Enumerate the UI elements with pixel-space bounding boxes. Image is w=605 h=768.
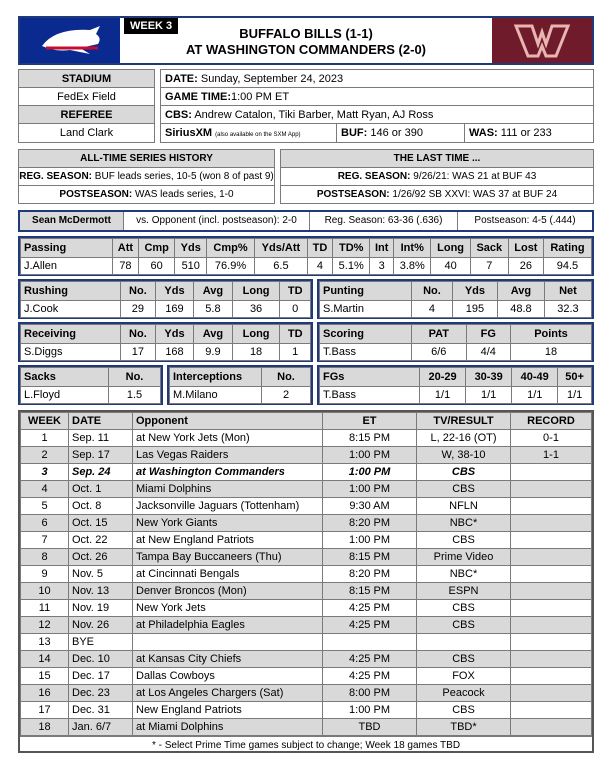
schedule-cell (511, 566, 592, 583)
schedule-cell: 1 (21, 430, 69, 447)
schedule-row (21, 566, 592, 583)
schedule-cell: Dallas Cowboys (133, 668, 323, 685)
time-value: 1:00 PM ET (231, 91, 290, 103)
fgs-header: 50+ (558, 368, 592, 387)
passing-header: Lost (508, 239, 543, 258)
fgs-box (317, 365, 594, 405)
schedule-cell: 14 (21, 651, 69, 668)
last-time-reg-value: 9/26/21: WAS 21 at BUF 43 (413, 171, 537, 182)
schedule-cell: at Miami Dolphins (133, 719, 323, 736)
schedule-cell: 8:20 PM (323, 566, 417, 583)
schedule-cell: 8:20 PM (323, 515, 417, 532)
rushing-box (18, 279, 313, 319)
schedule-cell (511, 464, 592, 481)
schedule-cell: Nov. 19 (69, 600, 133, 617)
rushing-header: No. (121, 282, 156, 301)
schedule-cell: Oct. 22 (69, 532, 133, 549)
schedule-cell (511, 532, 592, 549)
schedule-cell: 10 (21, 583, 69, 600)
schedule-cell: at New York Jets (Mon) (133, 430, 323, 447)
series-post (19, 186, 274, 203)
stadium-value: FedEx Field (19, 88, 154, 106)
receiving-cell: 1 (280, 344, 311, 361)
rushing-cell: 0 (280, 301, 311, 318)
schedule-row (21, 481, 592, 498)
punting-cell: 32.3 (544, 301, 591, 318)
passing-cell: 3 (370, 258, 394, 275)
schedule-cell: Sep. 17 (69, 447, 133, 464)
receiving-header: Yds (155, 325, 193, 344)
passing-cell: 94.5 (543, 258, 591, 275)
schedule-cell (323, 634, 417, 651)
schedule-cell: 16 (21, 685, 69, 702)
series-post-label: POSTSEASON: (59, 189, 133, 200)
last-time-post (281, 186, 593, 203)
passing-cell: 510 (175, 258, 207, 275)
schedule-cell: Dec. 10 (69, 651, 133, 668)
scoring-cell: 6/6 (412, 344, 467, 361)
tv-row (161, 106, 593, 124)
passing-cell: 40 (431, 258, 470, 275)
scoring-cell: 4/4 (466, 344, 510, 361)
schedule-cell (511, 515, 592, 532)
referee-label: REFEREE (19, 106, 154, 124)
schedule-cell: 1:00 PM (323, 481, 417, 498)
series-history (18, 149, 275, 204)
was-label: WAS: (469, 127, 498, 139)
schedule-cell: NFLN (417, 498, 511, 515)
schedule-cell: 4 (21, 481, 69, 498)
schedule-table (20, 412, 592, 736)
passing-header: Int (370, 239, 394, 258)
title-line-1: BUFFALO BILLS (1-1) (239, 26, 373, 41)
schedule-cell (511, 651, 592, 668)
title-line-2: AT WASHINGTON COMMANDERS (2-0) (185, 42, 427, 57)
schedule-cell: TBD (323, 719, 417, 736)
passing-header: Cmp% (207, 239, 255, 258)
schedule-cell: Sep. 11 (69, 430, 133, 447)
schedule-cell: L, 22-16 (OT) (417, 430, 511, 447)
last-time-reg-label: REG. SEASON: (337, 171, 411, 182)
passing-header: Yds/Att (254, 239, 307, 258)
schedule-cell: 7 (21, 532, 69, 549)
schedule-cell: FOX (417, 668, 511, 685)
schedule-cell: 12 (21, 617, 69, 634)
passing-header: Sack (470, 239, 508, 258)
passing-cell: 6.5 (254, 258, 307, 275)
schedule-cell: 15 (21, 668, 69, 685)
punting-header: Punting (320, 282, 412, 301)
schedule-cell: Nov. 26 (69, 617, 133, 634)
schedule-row (21, 583, 592, 600)
schedule-cell (511, 498, 592, 515)
schedule-footnote: * - Select Prime Time games subject to change; Week 18 games TBD (20, 736, 592, 753)
schedule-cell: 4:25 PM (323, 651, 417, 668)
schedule-cell: 1:00 PM (323, 532, 417, 549)
commanders-logo (492, 18, 592, 63)
schedule-cell: CBS (417, 702, 511, 719)
schedule-cell: BYE (69, 634, 133, 651)
schedule-cell: CBS (417, 464, 511, 481)
date-value: Sunday, September 24, 2023 (200, 73, 344, 85)
schedule-cell: Dec. 23 (69, 685, 133, 702)
schedule-cell: at Los Angeles Chargers (Sat) (133, 685, 323, 702)
buf-label: BUF: (341, 127, 368, 139)
schedule-cell: CBS (417, 651, 511, 668)
scoring-header: Points (511, 325, 592, 344)
passing-cell: 3.8% (394, 258, 431, 275)
passing-header: Rating (543, 239, 591, 258)
schedule-cell: CBS (417, 617, 511, 634)
schedule-cell: Jacksonville Jaguars (Tottenham) (133, 498, 323, 515)
receiving-table (20, 324, 311, 361)
schedule-header: RECORD (511, 413, 592, 430)
schedule-row (21, 515, 592, 532)
series-post-value: WAS leads series, 1-0 (135, 189, 234, 200)
schedule-row (21, 447, 592, 464)
passing-header: Long (431, 239, 470, 258)
receiving-header: No. (121, 325, 156, 344)
receiving-cell: 9.9 (194, 344, 233, 361)
schedule-cell: at Washington Commanders (133, 464, 323, 481)
sacks-header: Sacks (21, 368, 109, 387)
schedule-cell (511, 481, 592, 498)
schedule-cell: 8:15 PM (323, 583, 417, 600)
rushing-header: Rushing (21, 282, 121, 301)
schedule-cell: 11 (21, 600, 69, 617)
schedule-cell (511, 719, 592, 736)
schedule-cell (511, 617, 592, 634)
passing-table (20, 238, 592, 275)
rushing-table (20, 281, 311, 318)
schedule-header: WEEK (21, 413, 69, 430)
punting-header: Avg (497, 282, 544, 301)
passing-header: Int% (394, 239, 431, 258)
schedule-cell: 4:25 PM (323, 600, 417, 617)
tv-label: CBS: (165, 109, 192, 121)
stadium-label: STADIUM (19, 70, 154, 88)
interceptions-box (167, 365, 313, 405)
schedule-cell: 5 (21, 498, 69, 515)
date-label: DATE: (165, 73, 198, 85)
coach-bar (18, 210, 594, 232)
fgs-header: FGs (320, 368, 420, 387)
schedule-cell: ESPN (417, 583, 511, 600)
scoring-table (319, 324, 592, 361)
receiving-header: Long (232, 325, 280, 344)
schedule-cell: 1:00 PM (323, 447, 417, 464)
passing-cell: 7 (470, 258, 508, 275)
schedule-cell: at New England Patriots (133, 532, 323, 549)
interceptions-cell: 2 (262, 387, 311, 404)
schedule-cell: CBS (417, 532, 511, 549)
interceptions-cell: M.Milano (170, 387, 262, 404)
interceptions-header: Interceptions (170, 368, 262, 387)
schedule-cell: 1-1 (511, 447, 592, 464)
week-badge: WEEK 3 (124, 18, 178, 34)
rushing-cell: 5.8 (194, 301, 233, 318)
schedule-cell: 8:15 PM (323, 549, 417, 566)
schedule-cell: 1:00 PM (323, 464, 417, 481)
header (18, 16, 594, 65)
sacks-box (18, 365, 163, 405)
receiving-header: TD (280, 325, 311, 344)
schedule-cell: NBC* (417, 515, 511, 532)
fgs-cell: 1/1 (512, 387, 558, 404)
schedule-header: ET (323, 413, 417, 430)
coach-post: Postseason: 4-5 (.444) (474, 215, 576, 226)
schedule-body (21, 430, 592, 736)
schedule-cell (511, 583, 592, 600)
receiving-cell: 168 (155, 344, 193, 361)
radio-note: (also available on the SXM App) (215, 132, 301, 138)
series-title: ALL-TIME SERIES HISTORY (19, 150, 274, 168)
schedule-cell: Denver Broncos (Mon) (133, 583, 323, 600)
schedule-cell: 13 (21, 634, 69, 651)
punting-header: Net (544, 282, 591, 301)
schedule-cell (511, 634, 592, 651)
fgs-header: 30-39 (466, 368, 512, 387)
passing-cell: 26 (508, 258, 543, 275)
schedule-cell: CBS (417, 600, 511, 617)
schedule-cell: TBD* (417, 719, 511, 736)
schedule-box (18, 410, 594, 753)
scoring-cell: 18 (511, 344, 592, 361)
schedule-cell: Sep. 24 (69, 464, 133, 481)
schedule-cell: 0-1 (511, 430, 592, 447)
schedule-row (21, 430, 592, 447)
series-reg (19, 168, 274, 186)
schedule-cell: NBC* (417, 566, 511, 583)
schedule-cell (511, 702, 592, 719)
schedule-row (21, 651, 592, 668)
fgs-header: 20-29 (420, 368, 466, 387)
schedule-row (21, 549, 592, 566)
date-row (161, 70, 593, 88)
schedule-row (21, 498, 592, 515)
fgs-cell: 1/1 (558, 387, 592, 404)
receiving-cell: S.Diggs (21, 344, 121, 361)
schedule-cell: Oct. 8 (69, 498, 133, 515)
schedule-cell: Oct. 1 (69, 481, 133, 498)
schedule-cell: 9 (21, 566, 69, 583)
schedule-row (21, 719, 592, 736)
time-row (161, 88, 593, 106)
scoring-cell: T.Bass (320, 344, 412, 361)
schedule-cell: Oct. 26 (69, 549, 133, 566)
rushing-cell: J.Cook (21, 301, 121, 318)
passing-header: Cmp (138, 239, 175, 258)
scoring-header: PAT (412, 325, 467, 344)
venue-right (160, 69, 594, 143)
punting-table (319, 281, 592, 318)
schedule-cell: Jan. 6/7 (69, 719, 133, 736)
schedule-cell (511, 685, 592, 702)
fgs-cell: T.Bass (320, 387, 420, 404)
receiving-cell: 17 (121, 344, 156, 361)
schedule-cell: 18 (21, 719, 69, 736)
schedule-row (21, 702, 592, 719)
schedule-row (21, 685, 592, 702)
schedule-cell: at Kansas City Chiefs (133, 651, 323, 668)
punting-cell: 48.8 (497, 301, 544, 318)
passing-header: Att (113, 239, 139, 258)
last-time-reg (281, 168, 593, 186)
schedule-cell: 1:00 PM (323, 702, 417, 719)
coach-vs-opp: vs. Opponent (incl. postseason): 2-0 (124, 212, 310, 230)
last-time-post-label: POSTSEASON: (316, 189, 390, 200)
fgs-cell: 1/1 (420, 387, 466, 404)
last-time (280, 149, 594, 204)
schedule-row (21, 600, 592, 617)
sacks-cell: L.Floyd (21, 387, 109, 404)
schedule-cell: 8:15 PM (323, 430, 417, 447)
time-label: GAME TIME: (165, 91, 231, 103)
buf-channels: 146 or 390 (370, 127, 423, 139)
interceptions-table (169, 367, 311, 404)
schedule-header: Opponent (133, 413, 323, 430)
schedule-row (21, 668, 592, 685)
scoring-box (317, 322, 594, 362)
passing-cell: 5.1% (333, 258, 370, 275)
rushing-header: Long (232, 282, 280, 301)
series-reg-label: REG. SEASON: (19, 171, 93, 182)
schedule-cell (417, 634, 511, 651)
schedule-cell: CBS (417, 481, 511, 498)
coach-name: Sean McDermott (20, 212, 124, 230)
schedule-row (21, 464, 592, 481)
schedule-cell: Las Vegas Raiders (133, 447, 323, 464)
schedule-cell (133, 634, 323, 651)
rushing-header: TD (280, 282, 311, 301)
passing-cell: 78 (113, 258, 139, 275)
schedule-cell (511, 668, 592, 685)
punting-cell: 195 (452, 301, 497, 318)
schedule-row (21, 532, 592, 549)
schedule-cell: New York Giants (133, 515, 323, 532)
schedule-cell: 2 (21, 447, 69, 464)
schedule-cell: Prime Video (417, 549, 511, 566)
rushing-cell: 29 (121, 301, 156, 318)
receiving-header: Avg (194, 325, 233, 344)
fgs-cell: 1/1 (466, 387, 512, 404)
receiving-cell: 18 (232, 344, 280, 361)
receiving-box (18, 322, 313, 362)
schedule-cell: at Philadelphia Eagles (133, 617, 323, 634)
schedule-cell: Nov. 13 (69, 583, 133, 600)
schedule-cell: W, 38-10 (417, 447, 511, 464)
interceptions-header: No. (262, 368, 311, 387)
radio-label: SiriusXM (165, 127, 213, 139)
schedule-cell (511, 600, 592, 617)
was-channels: 111 or 233 (500, 127, 552, 139)
schedule-cell: at Cincinnati Bengals (133, 566, 323, 583)
receiving-header: Receiving (21, 325, 121, 344)
schedule-header: DATE (69, 413, 133, 430)
schedule-cell: Dec. 17 (69, 668, 133, 685)
tv-crew: Andrew Catalon, Tiki Barber, Matt Ryan, AJ Ross (194, 109, 434, 121)
sacks-cell: 1.5 (109, 387, 161, 404)
rushing-header: Avg (194, 282, 233, 301)
bills-logo (20, 18, 120, 63)
passing-cell: 76.9% (207, 258, 255, 275)
rushing-cell: 36 (232, 301, 280, 318)
schedule-cell: 4:25 PM (323, 617, 417, 634)
rushing-header: Yds (155, 282, 193, 301)
passing-header: Yds (175, 239, 207, 258)
schedule-cell: 6 (21, 515, 69, 532)
passing-header: TD (307, 239, 332, 258)
passing-cell: 60 (138, 258, 175, 275)
rushing-cell: 169 (155, 301, 193, 318)
sacks-table (20, 367, 161, 404)
schedule-row (21, 617, 592, 634)
schedule-cell: 9:30 AM (323, 498, 417, 515)
commanders-w-icon (492, 18, 592, 63)
schedule-cell: Nov. 5 (69, 566, 133, 583)
schedule-header: TV/RESULT (417, 413, 511, 430)
punting-header: Yds (452, 282, 497, 301)
schedule-cell: New York Jets (133, 600, 323, 617)
bills-logo-icon (20, 18, 120, 63)
schedule-cell: 8:00 PM (323, 685, 417, 702)
schedule-cell: 3 (21, 464, 69, 481)
schedule-cell: Dec. 31 (69, 702, 133, 719)
schedule-cell: Oct. 15 (69, 515, 133, 532)
punting-header: No. (412, 282, 453, 301)
punting-cell: S.Martin (320, 301, 412, 318)
schedule-cell: Peacock (417, 685, 511, 702)
series-reg-value: BUF leads series, 10-5 (won 8 of past 9) (94, 171, 274, 182)
schedule-cell (511, 549, 592, 566)
schedule-cell: New England Patriots (133, 702, 323, 719)
fgs-header: 40-49 (512, 368, 558, 387)
radio-row (161, 124, 593, 142)
referee-value: Land Clark (59, 127, 114, 139)
schedule-cell: Tampa Bay Buccaneers (Thu) (133, 549, 323, 566)
passing-cell: J.Allen (21, 258, 113, 275)
coach-reg: Reg. Season: 63-36 (.636) (310, 212, 458, 230)
sacks-header: No. (109, 368, 161, 387)
schedule-row (21, 634, 592, 651)
passing-header: TD% (333, 239, 370, 258)
punting-cell: 4 (412, 301, 453, 318)
passing-header: Passing (21, 239, 113, 258)
punting-box (317, 279, 594, 319)
scoring-header: FG (466, 325, 510, 344)
schedule-cell: Miami Dolphins (133, 481, 323, 498)
schedule-cell: 8 (21, 549, 69, 566)
scoring-header: Scoring (320, 325, 412, 344)
fgs-table (319, 367, 592, 404)
passing-box (18, 236, 594, 276)
schedule-cell: 17 (21, 702, 69, 719)
passing-cell: 4 (307, 258, 332, 275)
last-time-post-value: 1/26/92 SB XXVI: WAS 37 at BUF 24 (392, 189, 558, 200)
last-time-title: THE LAST TIME ... (281, 150, 593, 168)
schedule-cell: 4:25 PM (323, 668, 417, 685)
venue-left (18, 69, 155, 143)
